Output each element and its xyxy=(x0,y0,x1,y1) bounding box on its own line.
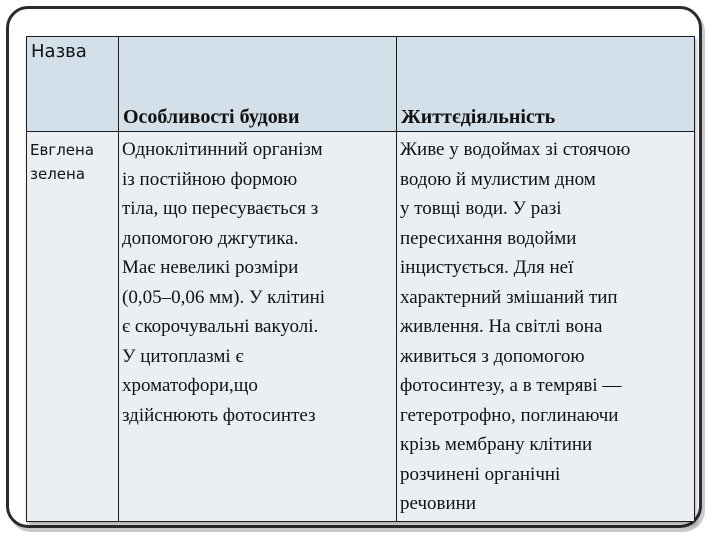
life-line: у товщі води. У разі xyxy=(400,198,562,219)
structure-line: допомогою джгутика. xyxy=(122,227,299,249)
table-row xyxy=(27,132,695,522)
structure-line: (0,05–0,06 мм). У клітині xyxy=(122,286,326,308)
structure-line: здійснюють фотосинтез xyxy=(122,404,316,426)
life-line: Живе у водоймах зі стоячою xyxy=(400,139,631,160)
cell-organism-name xyxy=(27,132,119,522)
life-line: фотосинтезу, а в темряві — xyxy=(400,375,622,396)
cell-structure xyxy=(119,132,397,522)
name-line: Евглена xyxy=(30,141,95,159)
structure-line: із постійною формою xyxy=(122,168,298,190)
header-name: Назва xyxy=(27,37,119,132)
header-life: Життєдіяльність xyxy=(397,37,695,132)
structure-line: тіла, що пересувається з xyxy=(122,198,319,219)
life-line: пересихання водойми xyxy=(400,227,577,249)
life-line: живлення. На світлі вона xyxy=(400,316,603,337)
structure-line: Має невеликі розміри xyxy=(122,257,299,278)
life-line: розчинені органічні xyxy=(400,463,561,485)
life-line: характерний змішаний тип xyxy=(400,286,618,308)
cell-life xyxy=(397,132,695,522)
structure-line: хроматофори,що xyxy=(122,375,258,396)
table-header-row xyxy=(27,37,695,132)
life-line: водою й мулистим дном xyxy=(400,168,596,190)
structure-line: Одноклітинний організм xyxy=(122,139,323,160)
organism-table xyxy=(26,36,695,522)
name-line: зелена xyxy=(30,165,86,183)
header-structure: Особливості будови xyxy=(119,37,397,132)
structure-line: є скорочувальні вакуолі. xyxy=(122,316,319,337)
life-line: крізь мембрану клітини xyxy=(400,434,593,455)
life-line: інцистується. Для неї xyxy=(400,257,574,278)
life-line: речовини xyxy=(400,493,476,514)
table-container xyxy=(26,36,694,522)
life-line: живиться з допомогою xyxy=(400,345,585,367)
structure-line: У цитоплазмі є xyxy=(122,345,244,367)
life-line: гетеротрофно, поглинаючи xyxy=(400,404,619,426)
